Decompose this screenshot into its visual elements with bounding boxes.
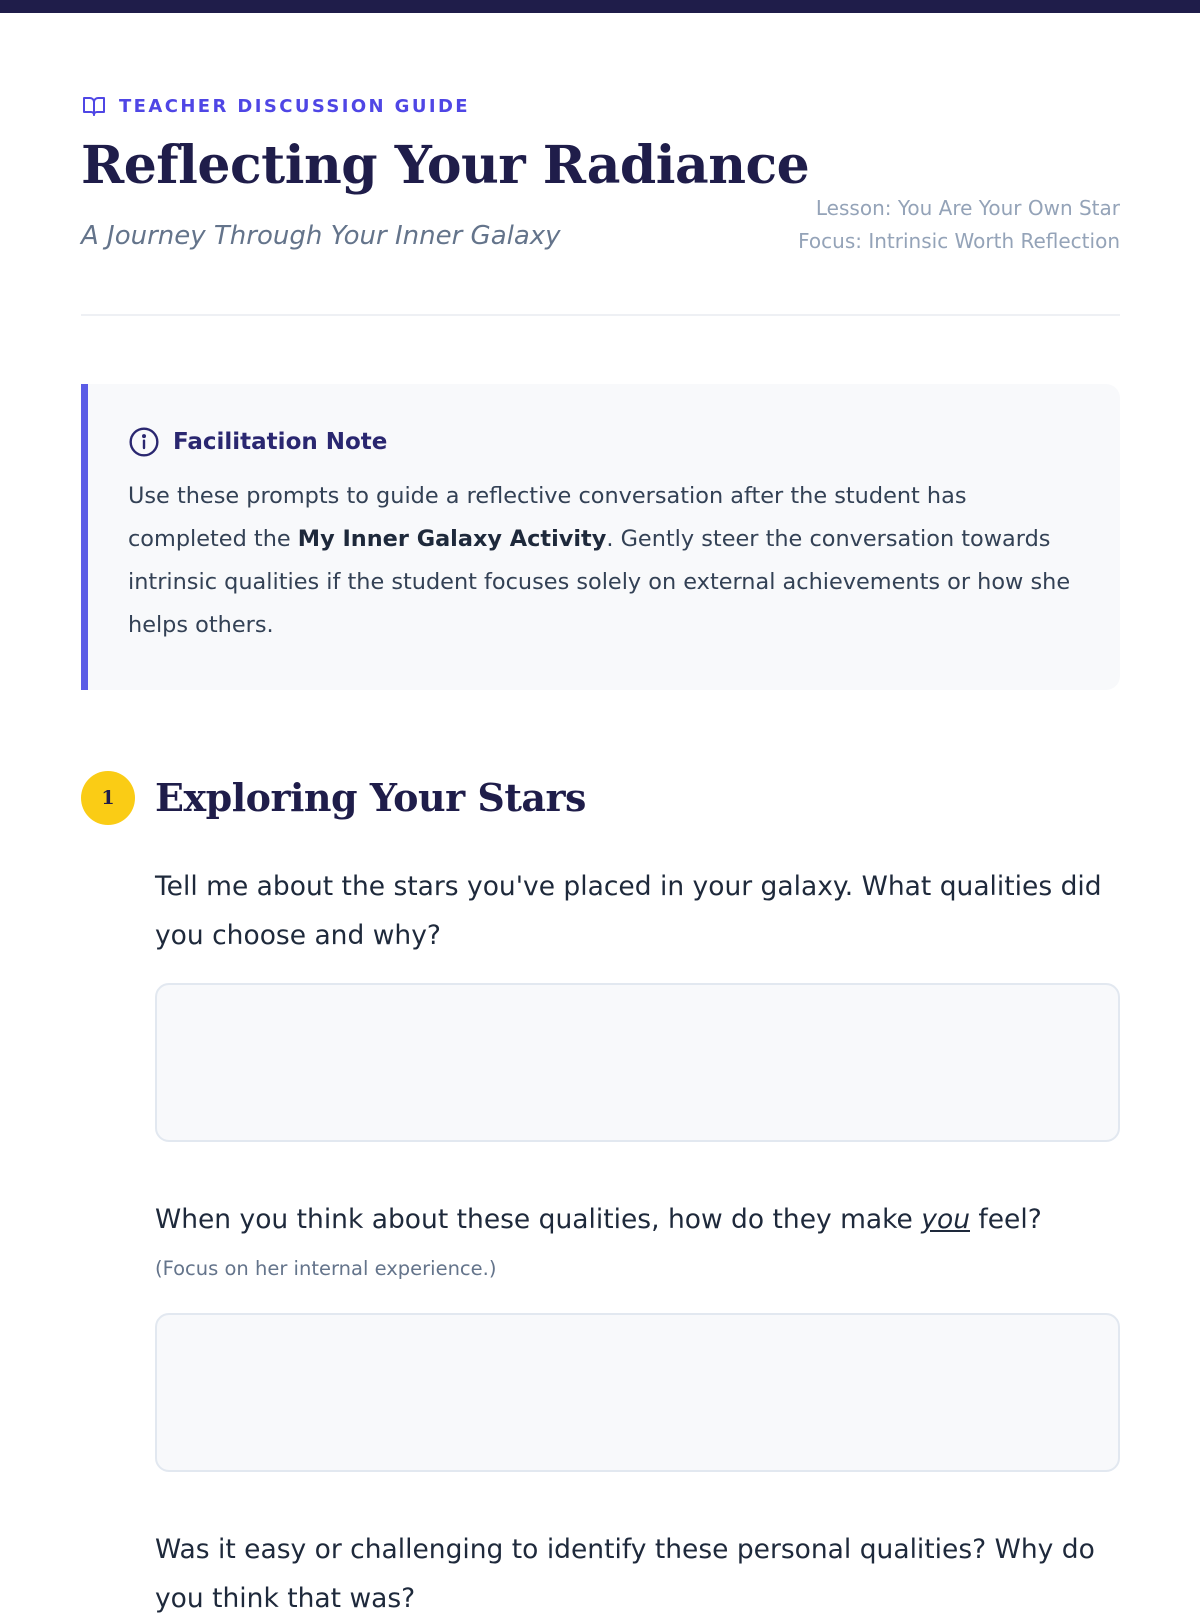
section-title: Exploring Your Stars bbox=[155, 775, 586, 820]
lesson-label: Lesson: You Are Your Own Star bbox=[815, 196, 1120, 220]
kicker-label: TEACHER DISCUSSION GUIDE bbox=[119, 95, 471, 117]
focus-label: Focus: Intrinsic Worth Reflection bbox=[798, 229, 1120, 253]
info-icon bbox=[128, 426, 160, 458]
question-2 bbox=[155, 1195, 1120, 1244]
answer-field-1[interactable] bbox=[155, 983, 1120, 1142]
answer-field-2[interactable] bbox=[155, 1313, 1120, 1472]
note-heading bbox=[128, 426, 1080, 458]
note-activity-name: My Inner Galaxy Activity bbox=[297, 526, 607, 552]
question-1: Tell me about the stars you've placed in your galaxy. What qualities did you choose and why? bbox=[155, 871, 1102, 951]
top-bar bbox=[0, 0, 1200, 13]
note-body bbox=[128, 475, 1088, 647]
page-subtitle: A Journey Through Your Inner Galaxy bbox=[81, 221, 561, 251]
page-title: Reflecting Your Radiance bbox=[81, 135, 810, 196]
question-2-start: When you think about these qualities, how do they make bbox=[155, 1204, 922, 1235]
note-heading-label: Facilitation Note bbox=[173, 429, 388, 455]
question-2-hint: (Focus on her internal experience.) bbox=[155, 1257, 497, 1280]
header-divider bbox=[81, 314, 1120, 316]
facilitation-note bbox=[81, 384, 1120, 690]
question-2-emphasis: you bbox=[921, 1204, 970, 1235]
section-number-badge: 1 bbox=[81, 771, 135, 825]
note-text-end: . Gently steer the conversation towards intrinsic qualities if the student focuses solely on external achievements or how she helps others. bbox=[128, 526, 1071, 638]
lesson-meta bbox=[798, 192, 1120, 258]
book-open-icon bbox=[81, 94, 107, 118]
guide-kicker bbox=[81, 94, 470, 118]
question-2-end: feel? bbox=[970, 1204, 1042, 1235]
note-text-start: Use these prompts to guide a reflective conversation after the student has completed the bbox=[128, 483, 967, 552]
question-3: Was it easy or challenging to identify these personal qualities? Why do you think that was? bbox=[155, 1534, 1095, 1614]
